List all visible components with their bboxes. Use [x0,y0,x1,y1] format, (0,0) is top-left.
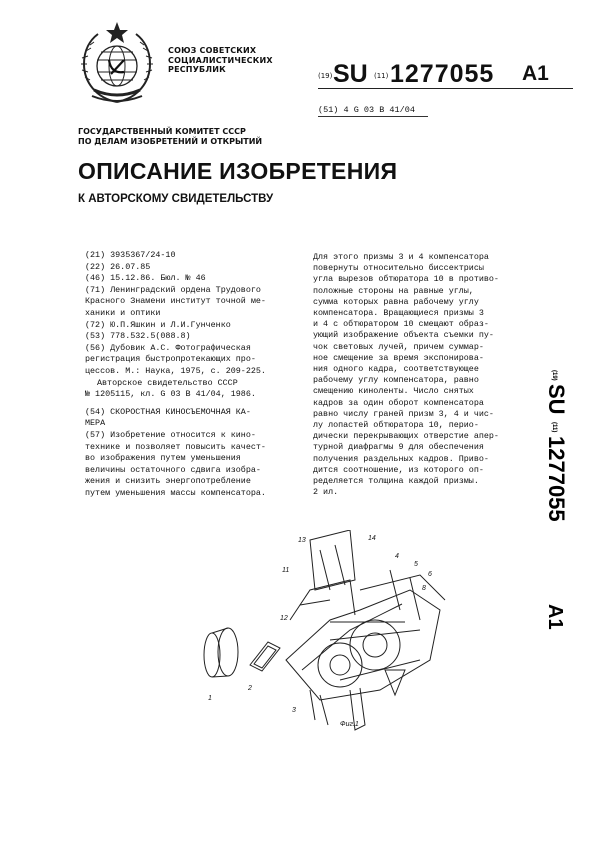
abstract-line: кадров за один оборот компенсатора [313,397,484,408]
patent-number-block [318,60,573,86]
abstract-line: дится соотношение, из которого оп- [313,464,484,475]
abstract-line: во изображения путем уменьшения [85,453,241,464]
union-line: РЕСПУБЛИК [168,65,226,74]
abstract-line: дически перекрывающих отверстие апер- [313,431,499,442]
figure-label-2: 2 [248,685,252,692]
abstract-line: ния одного кадра, соответствующее [313,364,479,375]
figure-label-13: 13 [298,537,306,544]
biblio-line: (72) Ю.П.Яшкин и Л.И.Гунченко [85,319,231,330]
committee-header [78,127,262,147]
abstract-line: сумма которых равна рабочему углу [313,296,479,307]
side-number: 1277055 [544,436,569,522]
abstract-line: компенсатора. Вращающиеся призмы 3 [313,308,484,319]
figure-label-6: 6 [428,571,432,578]
abstract-start [85,430,305,500]
biblio-line: регистрация быстропротекающих про- [85,354,256,365]
invention-title-line: МЕРА [85,418,106,429]
figure-label-14: 14 [368,535,376,542]
abstract-line: жения и снизить энергопотребление [85,476,251,487]
abstract-line: угла вырезов обтюратора 10 в противо- [313,274,499,285]
committee-line: ПО ДЕЛАМ ИЗОБРЕТЕНИЙ И ОТКРЫТИЙ [78,137,263,146]
biblio-line: № 1205115, кл. G 03 B 41/04, 1986. [85,389,256,400]
abstract-line: турной диафрагмы 9 для обеспечения [313,442,484,453]
divider [318,88,573,89]
figure-caption: Фиг.1 [340,721,359,728]
bibliographic-data [85,250,305,499]
abstract-line: (57) Изобретение относится к кино- [85,429,256,440]
abstract-line: технике и позволяет повысить качест- [85,441,266,452]
abstract-line: получения раздельных кадров. Приво- [313,453,489,464]
biblio-line: (21) 3935367/24-10 [85,250,176,260]
figure-label-3: 3 [292,707,296,714]
document-subtitle: К АВТОРСКОМУ СВИДЕТЕЛЬСТВУ [78,193,274,205]
invention-title [85,407,305,430]
patent-number: 1277055 [390,60,495,88]
kind-code: A1 [522,62,549,85]
abstract-line: лу лопастей обтюратора 10, перио- [313,420,479,431]
divider [318,116,428,117]
side-code-19: (19) [551,370,557,381]
abstract-line: чок световых лучей, причем суммар- [313,341,484,352]
abstract-line: Для этого призмы 3 и 4 компенсатора [313,252,489,262]
figure-label-4: 4 [395,553,399,560]
ussr-emblem [78,20,156,108]
side-kind: A1 [544,604,566,630]
biblio-line: (56) Дубовик А.С. Фотографическая [85,342,251,353]
biblio-line: ханики и оптики [85,307,161,318]
document-title: ОПИСАНИЕ ИЗОБРЕТЕНИЯ [78,158,398,184]
invention-title-line: (54) СКОРОСТНАЯ КИНОСЪЕМОЧНАЯ КА- [85,406,251,417]
biblio-line: (71) Ленинградский ордена Трудового [85,284,261,295]
abstract-line: рабочему углу компенсатора, равно [313,375,479,386]
country-code: SU [333,60,368,88]
figure-label-12: 12 [280,615,288,622]
abstract-line: ределяется толщина каждой призмы. [313,476,479,487]
abstract-line: и 4 с обтюратором 10 смещают образ- [313,319,489,330]
abstract-continued [313,252,528,498]
inid-code-19: (19) [318,72,333,80]
figure-label-11: 11 [282,567,290,574]
union-line: СОЦИАЛИСТИЧЕСКИХ [168,55,273,65]
biblio-line: (53) 778.532.5(088.8) [85,331,191,342]
abstract-line: ующий изображение объекта съемки пу- [313,330,494,341]
side-patent-label [541,370,577,670]
biblio-line: (46) 15.12.86. Бюл. № 46 [85,273,206,284]
abstract-line: величины остаточного сдвига изобра- [85,464,261,475]
figure-label-5: 5 [414,561,418,568]
inid-code-11: (11) [374,72,389,80]
abstract-line: положные стороны на равные углы, [313,285,474,296]
committee-line: ГОСУДАРСТВЕННЫЙ КОМИТЕТ СССР [78,127,246,136]
biblio-line: цессов. М.: Наука, 1975, с. 209-225. [85,365,266,376]
abstract-line: путем уменьшения массы компенсатора. [85,487,266,498]
side-code-11: (11) [551,422,557,433]
abstract-line: повернуты относительно биссектрисы [313,263,484,274]
biblio-line: Красного Знамени институт точной ме- [85,296,266,307]
biblio-line: Авторское свидетельство СССР [97,377,238,388]
biblio-line: (22) 26.07.85 [85,261,151,272]
technical-drawing [190,530,460,740]
union-header [168,46,273,75]
abstract-line: равно числу граней призм 3, 4 и чис- [313,408,494,419]
ipc-classification: (51) 4 G 03 B 41/04 [318,105,415,115]
union-line: СОЮЗ СОВЕТСКИХ [168,46,257,55]
abstract-line: ное смещение за время экспонирова- [313,352,484,363]
abstract-line: смещению киноленты. Число снятых [313,386,474,397]
side-country: SU [544,384,569,415]
figure-label-1: 1 [208,695,212,702]
figure-label-8: 8 [422,585,426,592]
abstract-line: 2 ил. [313,487,339,498]
